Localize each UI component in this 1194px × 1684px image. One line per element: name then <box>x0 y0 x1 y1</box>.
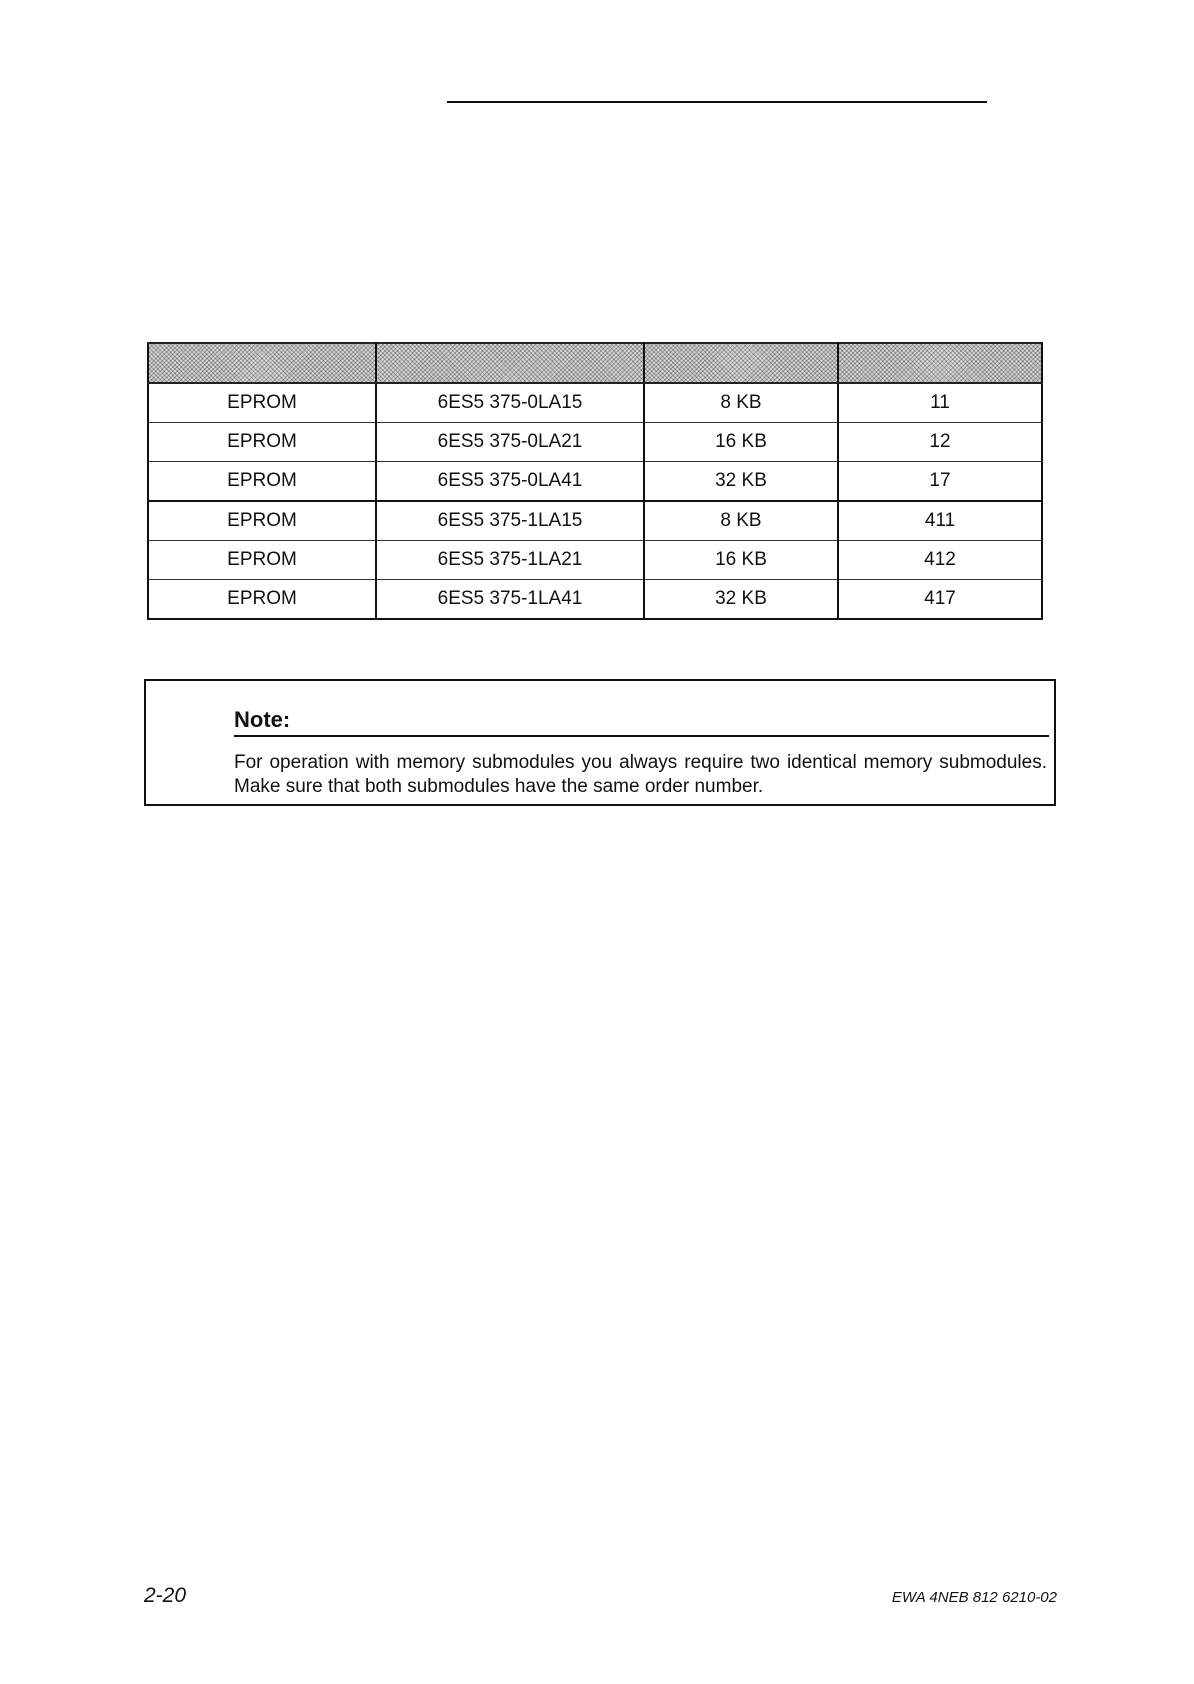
table-row <box>148 541 1042 580</box>
document-reference: EWA 4NEB 812 6210-02 <box>891 1589 1057 1606</box>
table-row <box>148 501 1042 541</box>
table-header-cell <box>148 343 376 383</box>
table-cell-type: EPROM <box>148 423 376 462</box>
table-cell-capacity: 16 KB <box>644 423 838 462</box>
table-row <box>148 383 1042 423</box>
table-cell-identifier: 411 <box>838 501 1042 541</box>
table-cell-identifier: 12 <box>838 423 1042 462</box>
table-cell-order-number: 6ES5 375-0LA15 <box>376 383 644 423</box>
table-header-cell <box>644 343 838 383</box>
table-cell-capacity: 32 KB <box>644 462 838 502</box>
note-box <box>144 679 1056 806</box>
table-cell-type: EPROM <box>148 501 376 541</box>
table-header-row <box>148 343 1042 383</box>
table-cell-capacity: 8 KB <box>644 501 838 541</box>
table-cell-capacity: 8 KB <box>644 383 838 423</box>
memory-submodule-table <box>147 342 1043 620</box>
table-cell-type: EPROM <box>148 541 376 580</box>
note-text: For operation with memory submodules you always require two identical memory submodules. Make sure that both submodules have the same order number. <box>234 752 1047 797</box>
table-cell-type: EPROM <box>148 462 376 502</box>
table-row <box>148 462 1042 502</box>
table-cell-identifier: 11 <box>838 383 1042 423</box>
table-row <box>148 580 1042 620</box>
table-cell-capacity: 32 KB <box>644 580 838 620</box>
table-cell-order-number: 6ES5 375-0LA41 <box>376 462 644 502</box>
table-cell-identifier: 412 <box>838 541 1042 580</box>
table-cell-order-number: 6ES5 375-0LA21 <box>376 423 644 462</box>
table-cell-order-number: 6ES5 375-1LA41 <box>376 580 644 620</box>
table-row <box>148 423 1042 462</box>
top-rule <box>447 101 987 103</box>
table-header-cell <box>376 343 644 383</box>
table-cell-identifier: 17 <box>838 462 1042 502</box>
table-cell-type: EPROM <box>148 383 376 423</box>
table-cell-type: EPROM <box>148 580 376 620</box>
table-header-cell <box>838 343 1042 383</box>
note-heading: Note: <box>234 707 1049 737</box>
table-cell-order-number: 6ES5 375-1LA15 <box>376 501 644 541</box>
table-cell-identifier: 417 <box>838 580 1042 620</box>
table-cell-capacity: 16 KB <box>644 541 838 580</box>
page-number: 2-20 <box>144 1584 187 1607</box>
table-cell-order-number: 6ES5 375-1LA21 <box>376 541 644 580</box>
